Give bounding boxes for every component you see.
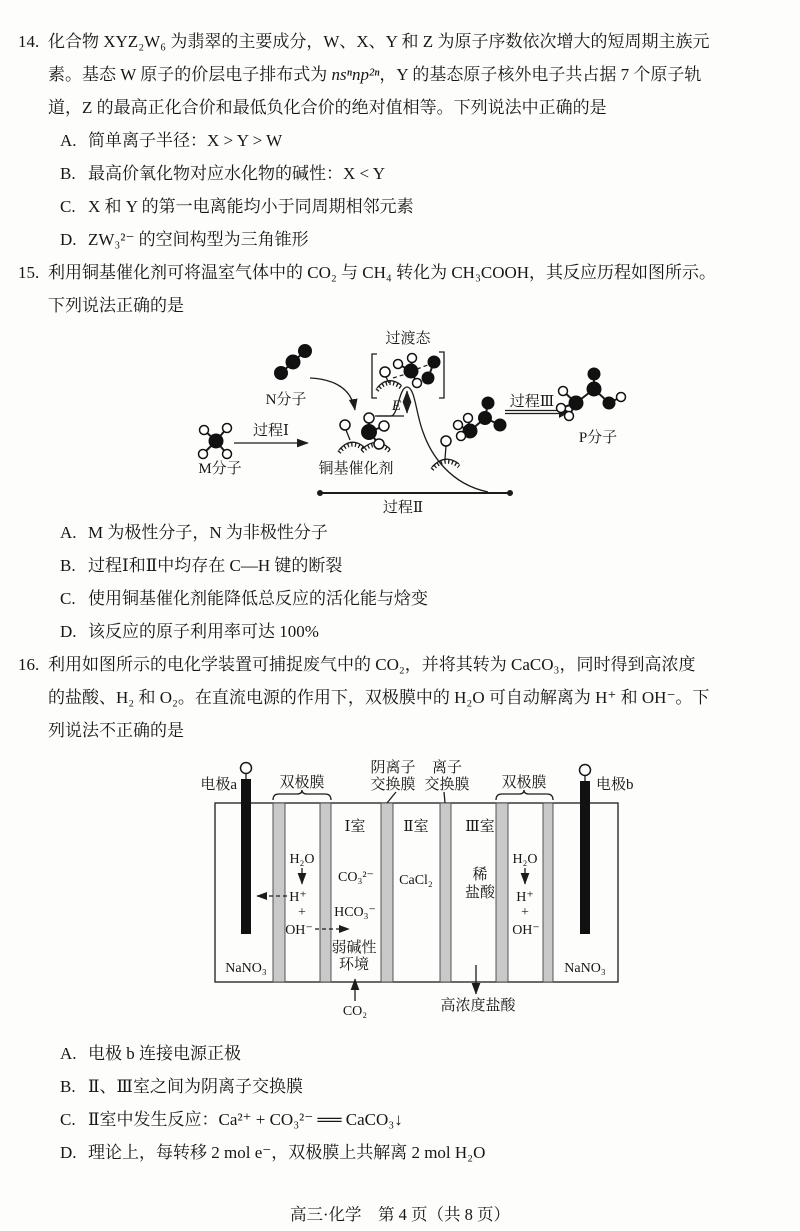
q16-option-a-text: 电极 b 连接电源正极 — [88, 1044, 241, 1063]
page-footer: 高三·化学 第 4 页（共 8 页） — [290, 1205, 510, 1224]
q15-stem-line-1 — [18, 256, 782, 289]
m-molecule-label: M分子 — [198, 461, 242, 477]
catalyst-label: 铜基催化剂 — [318, 461, 394, 477]
intermediate-graphic — [432, 397, 506, 470]
q16-option-c-letter: C. — [60, 1110, 76, 1129]
q15-option-b-letter: B. — [60, 556, 76, 575]
m-molecule-graphic — [199, 424, 232, 459]
electrode-a-graphic — [241, 763, 252, 935]
h-plus-right-label: H⁺ — [516, 890, 534, 905]
bipolar-right-brace — [496, 790, 553, 800]
n-molecule-label: N分子 — [265, 392, 307, 408]
process3-label: 过程Ⅲ — [509, 394, 555, 410]
q16-electrochemical-diagram — [18, 751, 782, 1025]
q14-option-b-letter: B. — [60, 164, 76, 183]
q14-stem-text-3: 道，Z 的最高正化合价和最低负化合价的绝对值相等。下列说法中正确的是 — [48, 98, 607, 117]
p-molecule-graphic — [557, 368, 626, 421]
q16-option-d-letter: D. — [60, 1143, 77, 1162]
q16-option-d-text: 理论上，每转移 2 mol e⁻，双极膜上共解离 2 mol H₂O — [88, 1143, 486, 1162]
oh-left-label: OH⁻ — [285, 923, 313, 938]
bipolar-membrane-left-strip2 — [320, 803, 331, 982]
q14-stem-text-2b: ，Y 的基态原子核外电子共占据 7 个原子轨 — [379, 65, 702, 84]
q15-option-d-text: 该反应的原子利用率可达 100% — [88, 622, 319, 641]
q14-option-a-letter: A. — [60, 131, 77, 150]
bipolar-membrane-right-label: 双极膜 — [501, 775, 547, 791]
question-14 — [18, 25, 782, 256]
q15-stem-text-1: 利用铜基催化剂可将温室气体中的 CO₂ 与 CH₄ 转化为 CH₃COOH，其反应历程如图所示。 — [48, 263, 717, 282]
q14-option-d — [18, 223, 782, 256]
bipolar-left-brace — [273, 790, 331, 800]
anion-membrane-label-line1: 阴离子 — [370, 760, 416, 776]
q15-stem-text-2: 下列说法正确的是 — [48, 296, 184, 315]
ion-membrane-pointer — [444, 792, 445, 803]
bracket-right — [439, 352, 444, 398]
q15-option-a-text: M 为极性分子，N 为非极性分子 — [88, 523, 328, 542]
q14-stem-text-1: 化合物 XYZ₂W₆ 为翡翠的主要成分，W、X、Y 和 Z 为原子序数依次增大的短周期主族元 — [48, 32, 710, 51]
h2o-left-label: H₂O — [289, 852, 315, 867]
q16-cell-svg — [118, 751, 678, 1021]
plus-right-label: + — [521, 905, 529, 920]
q15-option-b — [18, 549, 782, 582]
transition-state-graphic — [377, 354, 440, 391]
n-molecule-graphic — [275, 345, 312, 380]
q16-option-a — [18, 1037, 782, 1070]
anion-membrane-pointer — [387, 792, 396, 803]
q15-reaction-diagram — [18, 318, 782, 516]
q15-option-d-letter: D. — [60, 622, 77, 641]
q16-number: 16. — [18, 655, 40, 674]
bracket-left — [372, 354, 377, 398]
q14-option-c-letter: C. — [60, 197, 76, 216]
q16-stem-line-2 — [18, 681, 782, 714]
catalyst-surface-graphic — [339, 413, 390, 453]
q15-option-d — [18, 615, 782, 648]
q14-number: 14. — [18, 32, 40, 51]
q16-option-b-text: Ⅱ、Ⅲ室之间为阴离子交换膜 — [88, 1077, 303, 1096]
q16-option-c-text: Ⅱ室中发生反应：Ca²⁺ + CO₃²⁻ ══ CaCO₃↓ — [88, 1110, 403, 1129]
q15-option-a-letter: A. — [60, 523, 77, 542]
q14-stem-line-1 — [18, 25, 782, 58]
hcl-outlet-label: 高浓度盐酸 — [440, 998, 516, 1014]
q14-option-a-text: 简单离子半径：X > Y > W — [88, 131, 283, 150]
q14-option-c-text: X 和 Y 的第一电离能均小于同周期相邻元素 — [88, 197, 414, 216]
co2-inlet-label: CO₂ — [342, 1004, 368, 1019]
nano3-left-label: NaNO₃ — [225, 961, 267, 976]
ion-membrane-label-line1: 离子 — [431, 760, 463, 776]
cacl2-label: CaCl₂ — [399, 873, 433, 888]
bipolar-membrane-left-strip1 — [273, 803, 285, 982]
q16-option-c — [18, 1103, 782, 1136]
question-16 — [18, 648, 782, 1169]
q15-stem-line-2 — [18, 289, 782, 322]
transition-state-label: 过渡态 — [385, 331, 431, 347]
q14-electron-config-formula: nsⁿnp²ⁿ — [331, 65, 380, 84]
q15-option-b-text: 过程Ⅰ和Ⅱ中均存在 C—H 键的断裂 — [88, 556, 343, 575]
q15-option-c-letter: C. — [60, 589, 76, 608]
q14-option-d-letter: D. — [60, 230, 77, 249]
bicarbonate-label: HCO₃⁻ — [334, 905, 376, 920]
h-plus-left-label: H⁺ — [289, 890, 307, 905]
electrode-a-label: 电极a — [200, 777, 237, 793]
plus-left-label: + — [298, 905, 306, 920]
q16-option-d — [18, 1136, 782, 1169]
anion-membrane-label-line2: 交换膜 — [370, 777, 416, 793]
q14-stem-text-2a: 素。基态 W 原子的价层电子排布式为 — [48, 65, 332, 84]
q15-option-c-text: 使用铜基催化剂能降低总反应的活化能与焓变 — [88, 589, 428, 608]
q14-stem-line-3 — [18, 91, 782, 124]
bipolar-membrane-left-label: 双极膜 — [279, 775, 325, 791]
ion-exchange-membrane-strip — [440, 803, 451, 982]
electrode-b-graphic — [580, 765, 591, 935]
q14-option-b — [18, 157, 782, 190]
q14-option-d-text: ZW₃²⁻ 的空间构型为三角锥形 — [88, 230, 309, 249]
q15-number: 15. — [18, 263, 40, 282]
q14-option-b-text: 最高价氧化物对应水化物的碱性：X < Y — [88, 164, 386, 183]
h2o-right-label: H₂O — [512, 852, 538, 867]
bipolar-membrane-right-strip1 — [496, 803, 508, 982]
n-to-catalyst-arrow — [310, 378, 355, 410]
q16-option-b — [18, 1070, 782, 1103]
q14-stem-line-2 — [18, 58, 782, 91]
room3-label: Ⅲ室 — [465, 819, 495, 835]
activation-energy-label: E — [391, 398, 401, 414]
question-15 — [18, 256, 782, 648]
q16-stem-line-1 — [18, 648, 782, 681]
nano3-right-label: NaNO₃ — [564, 961, 606, 976]
q16-stem-text-1: 利用如图所示的电化学装置可捕捉废气中的 CO₂，并将其转为 CaCO₃，同时得到高浓度 — [48, 655, 696, 674]
bipolar-membrane-right-strip2 — [543, 803, 553, 982]
process2-label: 过程Ⅱ — [382, 500, 424, 516]
anion-exchange-membrane-strip — [381, 803, 393, 982]
oh-right-label: OH⁻ — [512, 923, 540, 938]
dilute-hcl-label-line2: 盐酸 — [464, 885, 496, 901]
electrode-b-label: 电极b — [596, 777, 634, 793]
process1-label: 过程Ⅰ — [253, 423, 289, 439]
q16-option-a-letter: A. — [60, 1044, 77, 1063]
q16-stem-text-3: 列说法不正确的是 — [48, 721, 184, 740]
q15-reaction-svg — [158, 318, 718, 518]
room1-label: Ⅰ室 — [344, 819, 366, 835]
q16-stem-line-3 — [18, 714, 782, 747]
weak-alkaline-label-line1: 弱碱性 — [331, 940, 377, 956]
ion-membrane-label-line2: 交换膜 — [424, 777, 470, 793]
weak-alkaline-label-line2: 环境 — [338, 957, 370, 973]
q16-option-b-letter: B. — [60, 1077, 76, 1096]
q15-option-c — [18, 582, 782, 615]
p-molecule-label: P分子 — [578, 430, 618, 446]
q14-option-c — [18, 190, 782, 223]
carbonate-label: CO₃²⁻ — [338, 870, 374, 885]
q15-option-a — [18, 516, 782, 549]
q14-option-a — [18, 124, 782, 157]
room2-label: Ⅱ室 — [403, 819, 429, 835]
dilute-hcl-label-line1: 稀 — [472, 867, 488, 883]
q16-stem-text-2: 的盐酸、H₂ 和 O₂。在直流电源的作用下，双极膜中的 H₂O 可自动解离为 H⁺ 和 OH⁻。下 — [48, 688, 710, 707]
